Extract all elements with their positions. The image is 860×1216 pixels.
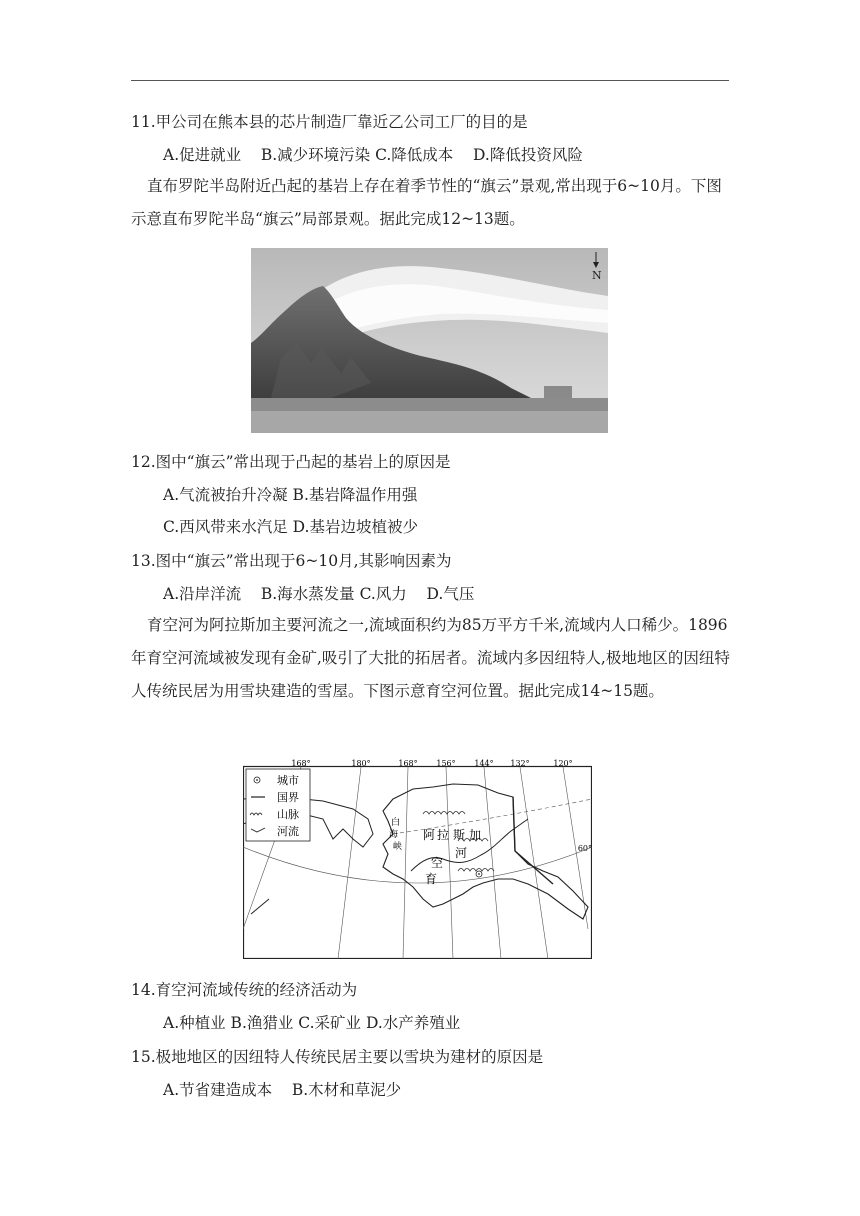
map-legend xyxy=(246,769,310,841)
header-rule xyxy=(131,80,729,81)
lat-label: 60° xyxy=(577,844,592,853)
question-13-options: A.沿岸洋流 B.海水蒸发量 C.风力 D.气压 xyxy=(163,585,475,603)
strait-label-3: 峡 xyxy=(393,842,403,852)
question-12-options-row2: C.西风带来水汽足 D.基岩边坡植被少 xyxy=(163,518,418,536)
lon-label: 120° xyxy=(553,759,573,768)
legend-city: 城市 xyxy=(277,774,299,787)
question-14-options: A.种植业 B.渔猎业 C.采矿业 D.水产养殖业 xyxy=(163,1014,461,1032)
gibraltar-cloud-photo xyxy=(251,248,608,433)
alaska-label-2: 拉 xyxy=(437,828,450,842)
legend-river: 河流 xyxy=(277,825,299,838)
passage-gibraltar: 直布罗陀半岛附近凸起的基岩上存在着季节性的“旗云”景观,常出现于6~10月。下图示意直布罗陀半岛“旗云”局部景观。据此完成12~13题。 xyxy=(131,177,722,228)
alaska-label-4: 加 xyxy=(469,828,482,842)
strait-label-2: 海 xyxy=(389,830,399,840)
lon-label: 168° xyxy=(291,759,311,768)
lon-label: 144° xyxy=(474,759,494,768)
passage-yukon: 育空河为阿拉斯加主要河流之一,流域面积约为85万平方千米,流域内人口稀少。1896年育空河流域被发现有金矿,吸引了大批的拓居者。流域内多因纽特人,极地地区的因纽特人传统民居为用雪块建造的雪屋。下图示意育空河位置。据此完成14~15题。 xyxy=(131,616,730,700)
yukon-river-map xyxy=(243,759,592,959)
alaska-label-1: 阿 xyxy=(423,828,436,842)
alaska-label-3: 斯 xyxy=(453,828,466,842)
question-13-stem: 13.图中“旗云”常出现于6~10月,其影响因素为 xyxy=(131,552,452,570)
legend-border: 国界 xyxy=(277,791,299,804)
question-14-stem: 14.育空河流域传统的经济活动为 xyxy=(131,981,358,999)
north-label: N xyxy=(592,269,602,282)
lon-label: 168° xyxy=(398,759,418,768)
yukon-label-1: 育 xyxy=(425,872,438,886)
question-11-stem: 11.甲公司在熊本县的芯片制造厂靠近乙公司工厂的目的是 xyxy=(131,113,528,131)
question-15-stem: 15.极地地区的因纽特人传统民居主要以雪块为建材的原因是 xyxy=(131,1048,544,1066)
question-15-options: A.节省建造成本 B.木材和草泥少 xyxy=(163,1081,402,1099)
lon-label: 156° xyxy=(436,759,456,768)
lon-label: 180° xyxy=(351,759,371,768)
question-12-options-row1: A.气流被抬升冷凝 B.基岩降温作用强 xyxy=(163,486,418,504)
lon-label: 132° xyxy=(510,759,530,768)
question-11-options: A.促进就业 B.减少环境污染 C.降低成本 D.降低投资风险 xyxy=(163,146,583,164)
legend-mountain: 山脉 xyxy=(277,808,299,821)
yukon-label-3: 河 xyxy=(455,846,468,860)
question-12-stem: 12.图中“旗云”常出现于凸起的基岩上的原因是 xyxy=(131,453,451,471)
yukon-label-2: 空 xyxy=(431,856,444,870)
strait-label-1: 白 xyxy=(391,818,401,828)
